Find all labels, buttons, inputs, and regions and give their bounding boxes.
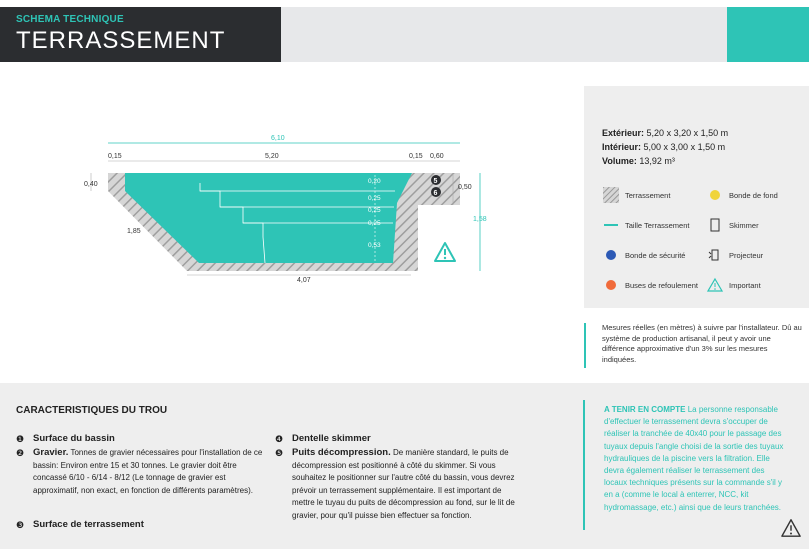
hatch-icon: [602, 186, 620, 204]
dim-skimmer-zone: 0,60: [430, 153, 444, 160]
marker-6: 6: [433, 190, 438, 197]
teal-line-icon: [602, 216, 620, 234]
marker-5: 5: [433, 178, 438, 185]
depth-label-1: 0,20: [368, 178, 381, 185]
dim-top-left: 0,40: [84, 181, 98, 188]
legend-projecteur: [706, 246, 763, 264]
yellow-dot-icon: [706, 186, 724, 204]
warning-accent-bar: [583, 400, 585, 530]
warning-icon: [706, 276, 724, 294]
legend-bonde-fond: [706, 186, 778, 204]
item-label: Gravier.: [33, 447, 69, 458]
legend-label: Important: [729, 280, 761, 290]
legend-important: [706, 276, 761, 294]
legend-label: Taille Terrassement: [625, 220, 690, 230]
legend-terrassement: [602, 186, 670, 204]
item-5: [275, 447, 525, 523]
warning-block: [604, 404, 784, 514]
item-number: ❷: [16, 448, 25, 458]
item-number: ❶: [16, 434, 25, 444]
legend-skimmer: [706, 216, 759, 234]
dim-slope: 1,85: [127, 228, 141, 235]
item-1: [16, 433, 256, 446]
dim-bottom-width: 4,07: [297, 277, 311, 284]
legend-bonde-secu: [602, 246, 685, 264]
spec-exterieur: Extérieur: 5,20 x 3,20 x 1,50 m: [602, 128, 729, 138]
dim-skimmer-height: 0,50: [458, 184, 472, 191]
legend-buses: [602, 276, 698, 294]
header-band: [281, 7, 727, 62]
item-label: Dentelle skimmer: [292, 433, 371, 444]
item-label: Surface de terrassement: [33, 519, 144, 530]
item-label: Surface du bassin: [33, 433, 115, 444]
dim-inner-width: 5,20: [265, 153, 279, 160]
header-subtitle: SCHEMA TECHNIQUE: [16, 14, 124, 25]
characteristics-title: CARACTERISTIQUES DU TROU: [16, 405, 168, 416]
item-2: [16, 447, 266, 497]
depth-label-2: 0,25: [368, 195, 381, 202]
dim-left-margin: 0,15: [108, 153, 122, 160]
dim-total-height: 1,58: [473, 216, 487, 223]
dim-total-width: 6,10: [271, 135, 285, 142]
depth-label-5: 0,53: [368, 242, 381, 249]
page-title: TERRASSEMENT: [16, 27, 226, 54]
item-3: [16, 519, 256, 532]
item-label: Puits décompression.: [292, 447, 391, 458]
legend-label: Terrassement: [625, 190, 671, 200]
item-4: [275, 433, 525, 446]
item-number: ❹: [275, 434, 284, 444]
blue-dot-icon: [602, 246, 620, 264]
pool-section-diagram: [75, 125, 495, 285]
note-accent-bar: [584, 323, 586, 368]
depth-label-3: 0,25: [368, 207, 381, 214]
warning-text: La personne responsable d'effectuer le terrassement devra s'occuper de réaliser la tranchée de 40x40 pour le passage des tuyaux depuis l'angle choisi de la sortie des tuyaux hydrauliques de la piscine vers la filtration. Elle devra également réaliser le terrassement des locaux techniques présents sur la commande s'il y en a (comme le local à enterrer, NCC, kit hydromassage, etc.) ainsi que de leurs tranchées.: [604, 405, 784, 512]
legend-label: Skimmer: [729, 220, 759, 230]
warning-icon: [433, 241, 457, 263]
spec-interieur: Intérieur: 5,00 x 3,00 x 1,50 m: [602, 142, 726, 152]
header-accent: [727, 7, 809, 62]
warning-label: A TENIR EN COMPTE: [604, 405, 686, 414]
legend-label: Projecteur: [729, 250, 764, 260]
legend-label: Bonde de fond: [729, 190, 778, 200]
legend-label: Bonde de sécurité: [625, 250, 686, 260]
orange-dot-icon: [602, 276, 620, 294]
spec-volume: Volume: 13,92 m³: [602, 156, 675, 166]
projector-icon: [706, 246, 724, 264]
item-number: ❸: [16, 520, 25, 530]
item-text: Tonnes de gravier nécessaires pour l'installation de ce bassin: Environ entre 15 et 30 tonnes. Le gravier doit être concassé 6/10 - 6/14 - 8/12 (Le tonnage de gravier est approximatif, non exact, en fonction de différents paramètres).: [33, 448, 263, 495]
warning-icon: [780, 518, 802, 538]
legend-label: Buses de refoulement: [625, 280, 698, 290]
item-number: ❺: [275, 448, 284, 458]
legend-panel: [584, 86, 809, 308]
item-text: De manière standard, le puits de décompression est positionné à côté du skimmer. Si vous souhaitez le positionner sur l'autre côté du bassin, vous devrez prévoir un terrassement supplémentaire. Il est important de mettre le tuyau du puits de décompression au fond, sur le lit de gravier, pour qu'il puisse bien effectuer sa fonction.: [292, 448, 515, 520]
skimmer-icon: [706, 216, 724, 234]
depth-label-4: 0,25: [368, 220, 381, 227]
legend-taille: [602, 216, 689, 234]
dim-right-margin: 0,15: [409, 153, 423, 160]
measurement-note: Mesures réelles (en mètres) à suivre par l'installateur. Dû au système de production artisanal, il peut y avoir une différence approximative d'un 3% sur les mesures indiquées.: [602, 323, 802, 364]
